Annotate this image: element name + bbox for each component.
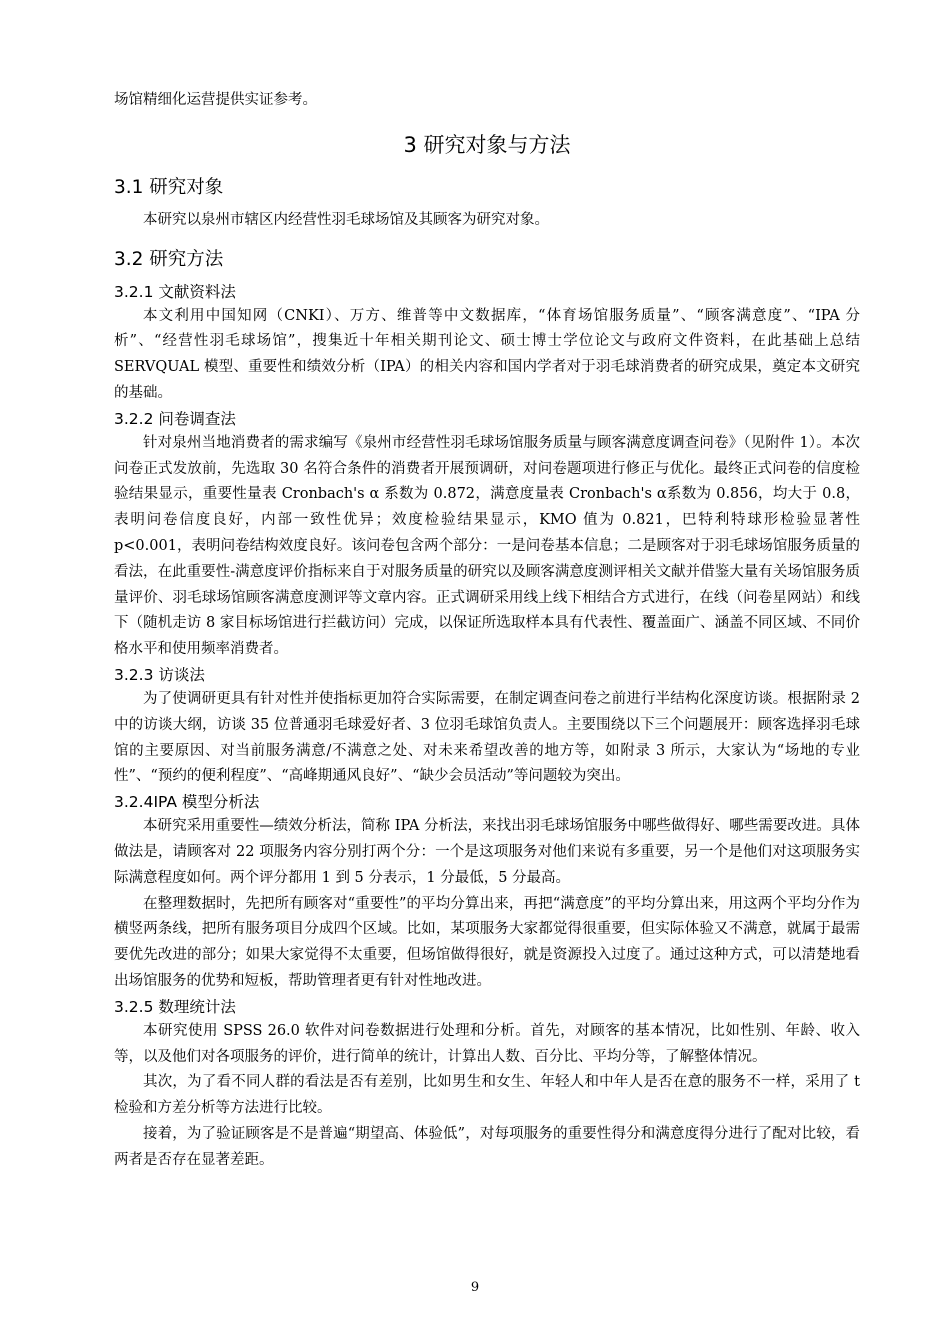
- page-number: 9: [470, 1280, 480, 1295]
- section-3-1-paragraph: 本研究以泉州市辖区内经营性羽毛球场馆及其顾客为研究对象。: [143, 211, 549, 228]
- section-3-2-4-heading: 3.2.4IPA 模型分析法: [114, 793, 260, 812]
- intro-tail-paragraph: 场馆精细化运营提供实证参考。: [114, 92, 317, 108]
- section-3-2-4-paragraph-1: 本研究采用重要性—绩效分析法，简称 IPA 分析法，来找出羽毛球场馆服务中哪些做得好、哪些需要改进。具体做法是，请顾客对 22 项服务内容分别打两个分：一个是这项服务对他们来说有多重要，另一个是他们对这项服务实际满意程度如何。两个评分都用 1 到 5 分表示，1 分最低，5 分最高。: [114, 818, 860, 886]
- section-3-2-1-paragraph: 本文利用中国知网（CNKI）、万方、维普等中文数据库，“体育场馆服务质量”、“顾客满意度”、“IPA 分析”、“经营性羽毛球场馆”，搜集近十年相关期刊论文、硕士博士学位论文与政府文件资料，在此基础上总结 SERVQUAL 模型、重要性和绩效分析（IPA）的相关内容和国内学者对于羽毛球消费者的研究成果，奠定本文研究的基础。: [114, 307, 860, 401]
- section-3-2-5-paragraph-1: 本研究使用 SPSS 26.0 软件对问卷数据进行处理和分析。首先，对顾客的基本情况，比如性别、年龄、收入等，以及他们对各项服务的评价，进行简单的统计，计算出人数、百分比、平均分等，了解整体情况。: [114, 1022, 860, 1065]
- section-3-2-1-heading: 3.2.1 文献资料法: [114, 282, 236, 301]
- chapter-title: 3 研究对象与方法: [403, 132, 571, 157]
- section-3-2-2-heading: 3.2.2 问卷调查法: [114, 409, 236, 428]
- section-3-2-2-paragraph: 针对泉州当地消费者的需求编写《泉州市经营性羽毛球场馆服务质量与顾客满意度调查问卷》（见附件 1）。本次问卷正式发放前，先选取 30 名符合条件的消费者开展预调研，对问卷题项进行修正与优化。最终正式问卷的信度检验结果显示，重要性量表 Cronbach's α 系数为 0.872，满意度量表 Cronbach's α系数为 0.856，均大于 0.8，表明问卷信度良好，内部一致性优异；效度检验结果显示，KMO 值为 0.821，巴特利特球形检验显著性 p<0.001，表明问卷结构效度良好。该问卷包含两个部分：一是问卷基本信息；二是顾客对于羽毛球场馆服务质量的看法，在此重要性-满意度评价指标来自于对服务质量的研究以及顾客满意度测评相关文献并借鉴大量有关场馆服务质量评价、羽毛球场馆顾客满意度测评等文章内容。正式调研采用线上线下相结合方式进行，在线（问卷星网站）和线下（随机走访 8 家目标场馆进行拦截访问）完成，以保证所选取样本具有代表性、覆盖面广、涵盖不同区域、不同价格水平和使用频率消费者。: [114, 434, 860, 658]
- section-3-2-4-paragraph-2: 在整理数据时，先把所有顾客对“重要性”的平均分算出来，再把“满意度”的平均分算出来，用这两个平均分作为横竖两条线，把所有服务项目分成四个区域。比如，某项服务大家都觉得很重要，但实际体验又不满意，就属于最需要优先改进的部分；如果大家觉得不太重要，但场馆做得很好，就是资源投入过度了。通过这种方式，可以清楚地看出场馆服务的优势和短板，帮助管理者更有针对性地改进。: [114, 895, 860, 989]
- section-3-2-3-paragraph: 为了使调研更具有针对性并使指标更加符合实际需要，在制定调查问卷之前进行半结构化深度访谈。根据附录 2 中的访谈大纲，访谈 35 位普通羽毛球爱好者、3 位羽毛球馆负责人。主要围绕以下三个问题展开：顾客选择羽毛球馆的主要原因、对当前服务满意/不满意之处、对未来希望改善的地方等，如附录 3 所示，大家认为“场地的专业性”、“预约的便利程度”、“高峰期通风良好”、“缺少会员活动”等问题较为突出。: [114, 690, 860, 785]
- section-3-2-heading: 3.2 研究方法: [114, 248, 224, 270]
- section-3-1-heading: 3.1 研究对象: [114, 176, 224, 198]
- section-3-2-3-heading: 3.2.3 访谈法: [114, 665, 205, 684]
- document-page: [114, 88, 860, 1174]
- section-3-2-5-paragraph-3: 接着，为了验证顾客是不是普遍“期望高、体验低”，对每项服务的重要性得分和满意度得分进行了配对比较，看两者是否存在显著差距。: [114, 1125, 860, 1168]
- section-3-2-5-heading: 3.2.5 数理统计法: [114, 997, 236, 1016]
- section-3-2-5-paragraph-2: 其次，为了看不同人群的看法是否有差别，比如男生和女生、年轻人和中年人是否在意的服务不一样，采用了 t 检验和方差分析等方法进行比较。: [114, 1074, 860, 1117]
